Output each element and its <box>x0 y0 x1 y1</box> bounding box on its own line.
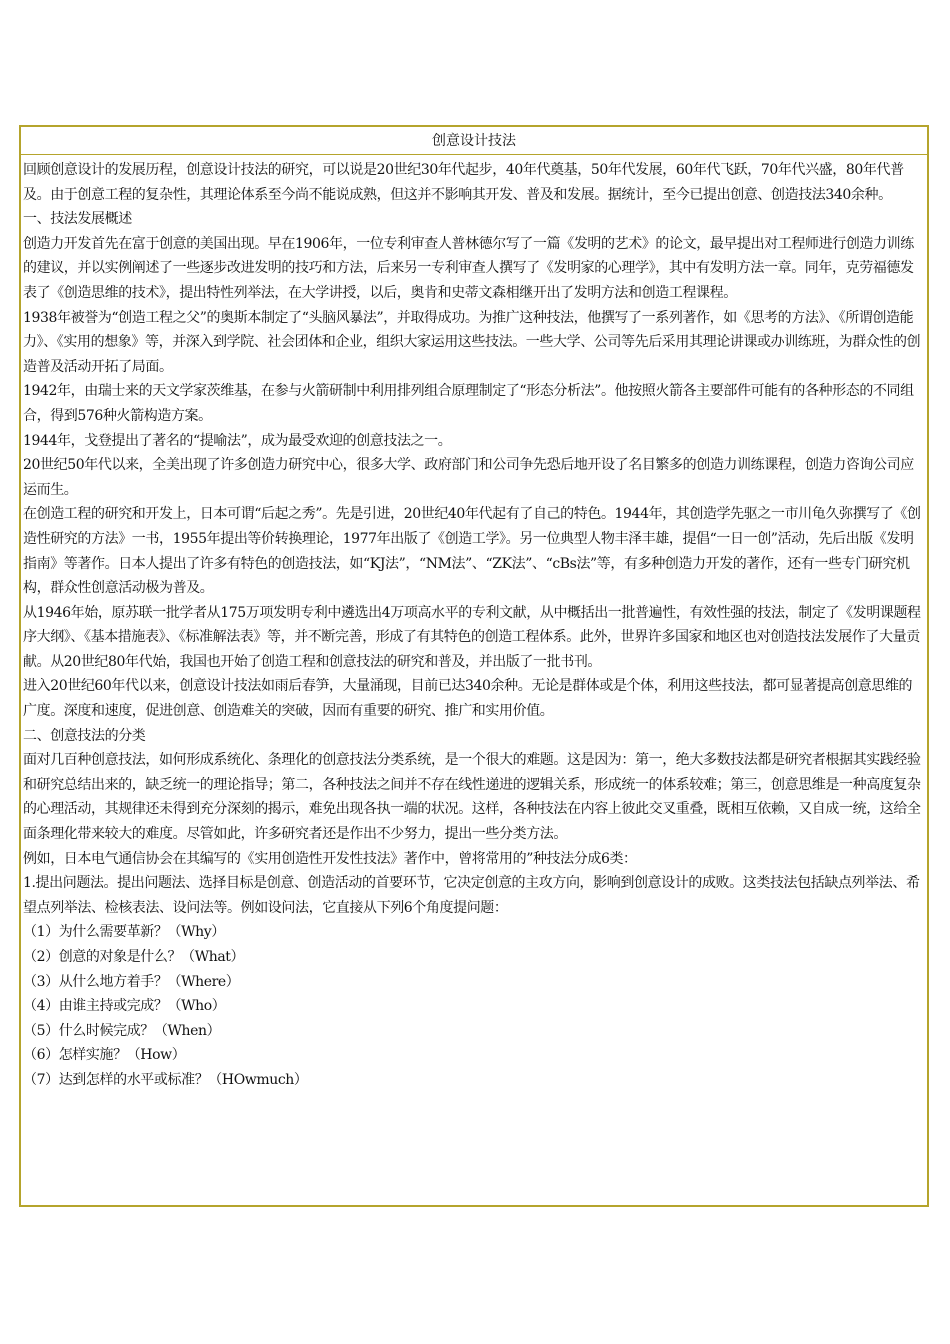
document-box <box>19 125 929 1207</box>
list-item: （3）从什么地方着手？（Where） <box>23 973 240 990</box>
paragraph: 从1946年始，原苏联一批学者从175万项发明专利中遴选出4万项高水平的专利文献，从中概括出一批普遍性，有效性强的技法，制定了《发明课题程序大纲》、《基本措施表》、《标准解法表》等，并不断完善，形成了有其特色的创造工程体系。此外，世界许多国家和地区也对创造技法发展作了大量贡献。从20世纪80年代始，我国也开始了创造工程和创意技法的研究和普及，并出版了一批书刊。 <box>23 604 921 670</box>
paragraph: 1.提出问题法。提出问题法、选择目标是创意、创造活动的首要环节，它决定创意的主攻方向，影响到创意设计的成败。这类技法包括缺点列举法、希望点列举法、检核表法、设问法等。例如设问法，它直接从下列6个角度提问题： <box>23 875 920 916</box>
list-item: （4）由谁主持或完成？（Who） <box>23 998 226 1015</box>
document-title: 创意设计技法 <box>21 127 927 155</box>
section-heading-1: 一、技法发展概述 <box>23 211 132 228</box>
list-item: （2）创意的对象是什么？（What） <box>23 949 245 965</box>
list-item: （7）达到怎样的水平或标准？（HOwmuch） <box>23 1071 308 1088</box>
document-body <box>21 155 927 1093</box>
paragraph: 1942年，由瑞士来的天文学家茨维基，在参与火箭研制中利用排列组合原理制定了“形态分析法”。他按照火箭各主要部件可能有的各种形态的不同组合，得到576种火箭构造方案。 <box>23 383 914 424</box>
paragraph: 1938年被誉为“创造工程之父”的奥斯本制定了“头脑风暴法”，并取得成功。为推广这种技法，他撰写了一系列著作，如《思考的方法》、《所谓创造能力》、《实用的想象》等，并深入到学院、社会团体和企业，组织大家运用这些技法。一些大学、公司等先后采用其理论讲课或办训练班，为群众性的创造普及活动开拓了局面。 <box>23 309 921 375</box>
paragraph-intro: 回顾创意设计的发展历程，创意设计技法的研究，可以说是20世纪30年代起步，40年代奠基，50年代发展，60年代飞跃，70年代兴盛，80年代普及。由于创意工程的复杂性，其理论体系至今尚不能说成熟，但这并不影响其开发、普及和发展。据统计，至今已提出创意、创造技法340余种。 <box>23 162 904 203</box>
paragraph: 面对几百种创意技法，如何形成系统化、条理化的创意技法分类系统，是一个很大的难题。这是因为：第一，绝大多数技法都是研究者根据其实践经验和研究总结出来的，缺乏统一的理论指导；第二，各种技法之间并不存在线性递进的逻辑关系，形成统一的体系较难；第三，创意思维是一种高度复杂的心理活动，其规律还未得到充分深刻的揭示，难免出现各执一端的状况。这样，各种技法在内容上彼此交叉重叠，既相互依赖，又自成一统，这给全面条理化带来较大的难度。尽管如此，许多研究者还是作出不少努力，提出一些分类方法。 <box>23 752 921 843</box>
section-heading-2: 二、创意技法的分类 <box>23 727 146 744</box>
list-item: （6）怎样实施？（How） <box>23 1047 186 1064</box>
list-item: （1）为什么需要革新？（Why） <box>23 924 225 941</box>
paragraph: 进入20世纪60年代以来，创意设计技法如雨后春笋，大量涌现，目前已达340余种。无论是群体或是个体，利用这些技法，都可显著提高创意思维的广度。深度和速度，促进创意、创造难关的突破，因而有重要的研究、推广和实用价值。 <box>23 678 913 720</box>
paragraph: 创造力开发首先在富于创意的美国出现。早在1906年，一位专利审查人普林德尔写了一篇《发明的艺术》的论文，最早提出对工程师进行创造力训练的建议，并以实例阐述了一些逐步改进发明的技巧和方法，后来另一专利审查人撰写了《发明家的心理学》，其中有发明方法一章。同年，克劳福德发表了《创造思维的技术》，提出特性列举法，在大学讲授，以后，奥肯和史蒂文森相继开出了发明方法和创造工程课程。 <box>23 235 914 301</box>
list-item: （5）什么时候完成？（When） <box>23 1022 221 1039</box>
paragraph: 例如，日本电气通信协会在其编写的《实用创造性开发性技法》著作中，曾将常用的”种技法分成6类： <box>23 850 637 867</box>
paragraph: 1944年，戈登提出了著名的“提喻法”，成为最受欢迎的创意技法之一。 <box>23 432 452 449</box>
paragraph: 20世纪50年代以来，全美出现了许多创造力研究中心，很多大学、政府部门和公司争先恐后地开设了名目繁多的创造力训练课程，创造力咨询公司应运而生。 <box>23 457 914 498</box>
paragraph: 在创造工程的研究和开发上，日本可谓“后起之秀”。先是引进，20世纪40年代起有了自己的特色。1944年，其创造学先驱之一市川龟久弥撰写了《创造性研究的方法》一书，1955年提出等价转换理论，1977年出版了《创造工学》。另一位典型人物丰泽丰雄，提倡“一日一创”活动，先后出版《发明指南》等著作。日本人提出了许多有特色的创造技法，如“KJ法”，“NM法”、“ZK法”、“cBs法”等，有多种创造力开发的著作，还有一些专门研究机构，群众性创意活动极为普及。 <box>23 506 921 597</box>
